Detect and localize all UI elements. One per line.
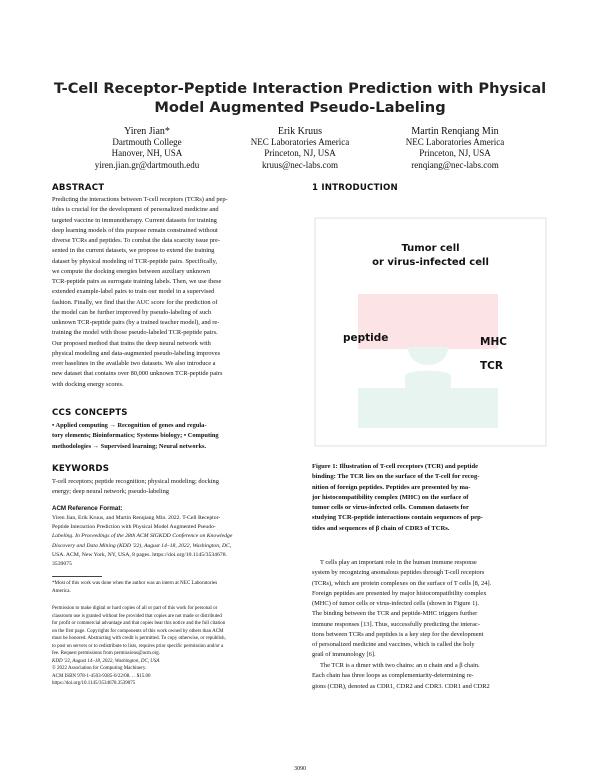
abstract-line: new dataset that contains over 80,000 unknown TCR-peptide pairs [52, 370, 223, 378]
abstract-line: the model can be further improved by pseudo-labeling of such [52, 308, 212, 316]
author-location: Princeton, NJ, USA [419, 148, 491, 159]
figure-1-caption [312, 462, 550, 534]
abstract-heading: ABSTRACT [52, 183, 105, 193]
reference-line: 3539075 [52, 561, 72, 568]
tcr-shape [405, 371, 451, 388]
footnote-line: America. [52, 588, 71, 595]
reference-line: Yiren Jian, Erik Kruus, and Martin Renqiang Min. 2022. T-Cell Receptor- [52, 515, 221, 521]
footnote-rule [52, 576, 102, 577]
reference-format-heading: ACM Reference Format: [52, 505, 123, 512]
author-name: Martin Renqiang Min [411, 126, 499, 137]
intro-line: of personalized medicine and vaccines, which is called the holy [312, 641, 475, 648]
introduction-paragraph-2 [312, 661, 552, 692]
introduction-paragraph-1 [312, 558, 552, 661]
author-affiliation: NEC Laboratories America [405, 137, 505, 148]
figure-1 [313, 216, 548, 448]
author-email[interactable]: kruus@nec-labs.com [261, 159, 339, 170]
abstract-line: we compute the docking energies between auxiliary unknown [52, 267, 211, 275]
author-block [62, 126, 232, 171]
caption-line: tides and sequences of β chain of CDR3 of TCRs. [312, 524, 450, 532]
tumor-cell-label-line: or virus-infected cell [372, 257, 489, 268]
intro-line: Foreign peptides are presented by major histocompatibility complex [312, 589, 487, 597]
footnote-line: *Most of this work was done when the author was an intern at NEC Laboratories [52, 580, 218, 586]
author-block [215, 126, 385, 171]
keywords-heading: KEYWORDS [52, 464, 110, 474]
permission-line: Permission to make digital or hard copies of all or part of this work for personal or [52, 606, 218, 611]
intro-line: grail of immunology [6]. [312, 651, 376, 659]
ccs-heading: CCS CONCEPTS [52, 408, 128, 418]
footnote [52, 579, 302, 595]
abstract-line: training the model with those pseudo-labeled TCR-peptide pairs. [52, 329, 218, 337]
keywords-body [52, 477, 302, 498]
abstract-line: unknown TCR-peptide pairs (by a trained teacher model), and re- [52, 319, 220, 326]
reference-line: USA. ACM, New York, NY, USA, 8 pages. https://doi.org/10.1145/3534678. [52, 551, 227, 558]
permission-line: fee. Request permissions from permissions@acm.org. [52, 651, 160, 657]
author-location: Princeton, NJ, USA [264, 148, 336, 159]
reference-line: Discovery and Data Mining (KDD '22), August 14–18, 2022, Washington, DC, [52, 542, 232, 549]
abstract-line: TCR-peptide pairs as surrogate training labels. Then, we use these [52, 278, 222, 285]
mhc-label: MHC [480, 336, 507, 348]
permission-line: KDD '22, August 14–18, 2022, Washington, DC, USA [52, 658, 160, 664]
abstract-line: with docking energy scores. [52, 380, 124, 388]
ccs-line: tory elements; Bioinformatics; Systems biology; • Computing [52, 432, 219, 440]
paper-title [40, 79, 560, 117]
caption-line: jor histocompatibility complex (MHC) on the surface of [312, 493, 469, 501]
tumor-cell-label [313, 242, 548, 270]
page-number: 3090 [294, 766, 306, 772]
intro-line: The TCR is a dimer with two chains: an α chain and a β chain. [320, 662, 480, 669]
abstract-line: over baselines in the available two datasets. We also introduce a [52, 360, 216, 367]
permission-line: ACM ISBN 978-1-4503-9385-0/22/08. . . $15.00 [52, 673, 151, 679]
author-block [370, 126, 540, 171]
author-location: Hanover, NH, USA [111, 148, 183, 159]
peptide-label: peptide [343, 332, 389, 344]
permission-block [52, 605, 302, 688]
abstract-line: targeted vaccine in immunotherapy. Current datasets for training [52, 216, 217, 224]
caption-line: nition of foreign peptides. Peptides are presented by ma- [312, 483, 471, 491]
abstract-line: deep learning models of this purpose remain constrained without [52, 226, 218, 234]
abstract-line: diverse TCRs and peptides. To combat the data scarcity issue pre- [52, 237, 221, 244]
ccs-line: • Applied computing → Recognition of genes and regula- [52, 422, 207, 429]
tcr-label: TCR [480, 360, 503, 372]
permission-line: © 2022 Association for Computing Machinery. [52, 666, 147, 672]
ccs-line: methodologies → Supervised learning; Neural networks. [52, 442, 207, 450]
ccs-body [52, 421, 302, 452]
reference-line: Peptide Interaction Prediction with Physical Model Augmented Pseudo- [52, 524, 216, 531]
caption-line: studying TCR-peptide interactions contain sequences of pep- [312, 514, 483, 522]
permission-line: classroom use is granted without fee provided that copies are not made or distributed [52, 613, 222, 619]
abstract-line: Our proposed method that trains the deep neural network with [52, 339, 211, 347]
abstract-line: Predicting the interactions between T-cell receptors (TCRs) and pep- [52, 196, 228, 203]
title-line: Model Augmented Pseudo-Labeling [154, 99, 446, 116]
permission-line: on the first page. Copyrights for components of this work owned by others than ACM [52, 628, 224, 634]
author-email[interactable]: yiren.jian.gr@dartmouth.edu [94, 159, 200, 170]
reference-line: Labeling. In Proceedings of the 28th ACM SIGKDD Conference on Knowledge [52, 533, 233, 540]
abstract-line: tides is crucial for the development of personalized medicine and [52, 206, 219, 214]
abstract-body [52, 195, 302, 390]
author-affiliation: Dartmouth College [112, 137, 182, 148]
caption-line: tumor cells or virus-infected cells. Common datasets for [312, 504, 469, 512]
abstract-line: fashion. Finally, we find that the AUC score for the prediction of [52, 298, 218, 306]
permission-line: for profit or commercial advantage and that copies bear this notice and the full citation [52, 621, 226, 627]
tumor-cell-shape [358, 294, 498, 356]
permission-line: must be honored. Abstracting with credit is permitted. To copy otherwise, or republish, [52, 636, 226, 642]
intro-line: tions between TCRs and peptides is a key step for the development [312, 630, 484, 638]
abstract-line: sented in the current datasets, we propose to extend the training [52, 247, 215, 255]
reference-format-body [52, 514, 302, 569]
intro-line: immune responses [13]. Thus, successfully predicting the interac- [312, 620, 480, 628]
author-email[interactable]: renqiang@nec-labs.com [411, 159, 499, 170]
intro-line: system by recognizing anomalous peptides through T-cell receptors [312, 569, 485, 577]
intro-line: Each chain has three loops as complementarity-determining re- [312, 672, 474, 680]
t-cell-shape [358, 388, 498, 428]
title-line: T-Cell Receptor-Peptide Interaction Prediction with Physical [53, 80, 547, 97]
keywords-line: energy; deep neural network; pseudo-labeling [52, 488, 170, 496]
caption-line: Figure 1: Illustration of T-cell receptors (TCR) and peptide [312, 463, 479, 470]
intro-line: The binding between the TCR and peptide-MHC triggers further [312, 610, 478, 618]
author-affiliation: NEC Laboratories America [250, 137, 350, 148]
permission-line[interactable]: https://doi.org/10.1145/3534678.3539075 [52, 681, 136, 687]
abstract-line: dataset by physical modeling of TCR-peptide pairs. Specifically, [52, 257, 218, 265]
intro-line: gions (CDR), denoted as CDR1, CDR2 and CDR3. CDR1 and CDR2 [312, 682, 490, 690]
permission-line: to post on servers or to redistribute to lists, requires prior specific permission and/or a [52, 643, 224, 649]
author-name: Erik Kruus [277, 126, 323, 137]
intro-line: T cells play an important role in the human immune response [320, 559, 477, 566]
abstract-line: extended example-label pairs to train our model in a supervised [52, 288, 215, 296]
author-name: Yiren Jian* [124, 126, 170, 137]
tumor-cell-label-line: Tumor cell [401, 243, 460, 254]
introduction-heading: 1 INTRODUCTION [312, 183, 398, 193]
keywords-line: T-cell receptors; peptide recognition; physical modeling; docking [52, 478, 219, 485]
caption-line: binding: The TCR lies on the surface of the T-cell for recog- [312, 473, 480, 481]
intro-line: (MHC) of tumor cells or virus-infected cells (shown in Figure 1). [312, 600, 480, 607]
abstract-line: physical modeling and data-augmented pseudo-labeling improves [52, 349, 221, 357]
intro-line: (TCRs), which are protein complexes on the surface of T cells [8, 24]. [312, 579, 492, 587]
